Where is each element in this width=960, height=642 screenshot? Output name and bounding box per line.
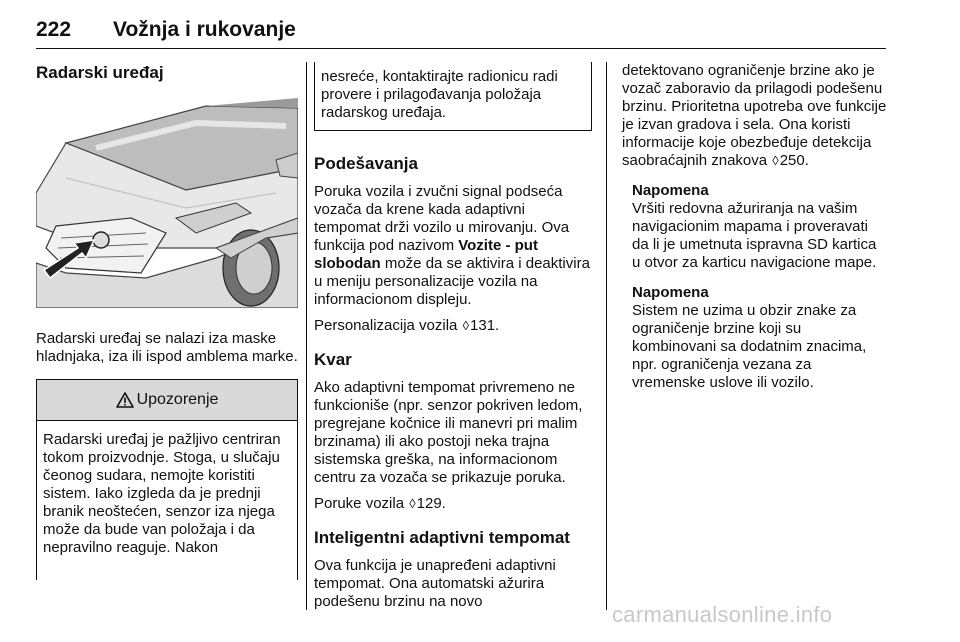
column-divider-1 bbox=[306, 62, 307, 610]
page-ref-icon: ◊ bbox=[462, 318, 470, 333]
traffic-sign-ref-page[interactable]: 250. bbox=[779, 152, 809, 169]
fault-reference bbox=[314, 495, 592, 513]
settings-paragraph bbox=[314, 183, 592, 309]
settings-text-a: Poruka vozila i zvučni signal podseća vozača da krene kada adaptivni tempomat drži vozilo u mirovanju. Ova funkcija pod nazivom bbox=[314, 183, 570, 254]
note-1-text: Vršiti redovna ažuriranja na vašim navigacionim mapama i proveravati da li je umetnuta ispravna SD kartica u otvor za karticu navigacione mape. bbox=[632, 200, 877, 271]
note-1-title: Napomena bbox=[632, 182, 709, 199]
intelligent-acc-text: detektovano ograničenje brzine ako je vozač zaboravio da prilagodi podešenu brzinu. Prioritetna upotreba ove funkcije je izvan gradova i sela. Ona koristi informacije koje obezbeđuje detekcija saobraćajnih znakova bbox=[622, 62, 887, 169]
page-ref-icon: ◊ bbox=[409, 496, 416, 511]
watermark: carmanualsonline.info bbox=[612, 602, 833, 627]
intelligent-acc-paragraph: Ova funkcija je unapređeni adaptivni tempomat. Ona automatski ažurira podešenu brzinu na novo bbox=[314, 557, 556, 610]
warning-title: Upozorenje bbox=[136, 391, 219, 408]
page-ref-icon: ◊ bbox=[772, 153, 779, 168]
column-3 bbox=[622, 62, 888, 392]
intelligent-acc-paragraph-cont bbox=[622, 62, 888, 170]
note-1 bbox=[622, 182, 888, 272]
warning-header bbox=[37, 380, 297, 421]
warning-text-continued: nesreće, kontaktirajte radionicu radi provere i prilagođavanja položaja radarskog uređaja. bbox=[321, 68, 558, 121]
note-2-text: Sistem ne uzima u obzir znake za ograničenje brzine koji su kombinovani sa dodatnim znacima, npr. ograničenja vezana za vremenske uslove ili vozilo. bbox=[632, 302, 867, 391]
warning-text: Radarski uređaj je pažljivo centriran tokom proizvodnje. Stoga, u slučaju čeonog sudara, nemojte koristiti sistem. Iako izgleda da je prednji branik neoštećen, senzor iza njega može da bude van položaja i da nepravilno reaguje. Nakon bbox=[43, 431, 281, 556]
figure-caption: Radarski uređaj se nalazi iza maske hladnjaka, iza ili ispod amblema marke. bbox=[36, 330, 298, 365]
column-divider-2 bbox=[606, 62, 607, 610]
note-2-title: Napomena bbox=[632, 284, 709, 301]
section-title-settings: Podešavanja bbox=[314, 154, 418, 173]
section-title-radar: Radarski uređaj bbox=[36, 63, 164, 82]
warning-triangle-icon bbox=[116, 392, 134, 408]
fault-ref-label: Poruke vozila bbox=[314, 495, 405, 512]
page-number: 222 bbox=[36, 18, 72, 41]
fault-paragraph: Ako adaptivni tempomat privremeno ne funkcioniše (npr. senzor pokriven ledom, pregrejane kočnice ili manevri pri malim brzinama) ili ako postoji neka trajna sistemska greška, na informacionom centru za vozača se prikazuje poruka. bbox=[314, 379, 583, 486]
settings-text-b: može da se aktivira i deaktivira u meniju personalizacije vozila na informacionom displeju. bbox=[314, 255, 590, 308]
car-front-illustration bbox=[36, 98, 298, 308]
settings-reference bbox=[314, 317, 592, 335]
page-header bbox=[36, 18, 886, 49]
settings-ref-label: Personalizacija vozila bbox=[314, 317, 458, 334]
warning-box-continued bbox=[314, 62, 592, 131]
column-1 bbox=[36, 62, 298, 580]
note-2 bbox=[622, 284, 888, 392]
section-title-intelligent-acc: Inteligentni adaptivni tempomat bbox=[314, 528, 570, 547]
section-title-fault: Kvar bbox=[314, 350, 352, 369]
chapter-title: Vožnja i rukovanje bbox=[113, 18, 296, 41]
column-2 bbox=[314, 62, 592, 611]
warning-box bbox=[36, 379, 298, 580]
settings-ref-page[interactable]: 131. bbox=[470, 317, 500, 334]
feature-name-bold: Vozite - put slobodan bbox=[314, 237, 538, 272]
fault-ref-page[interactable]: 129. bbox=[416, 495, 446, 512]
